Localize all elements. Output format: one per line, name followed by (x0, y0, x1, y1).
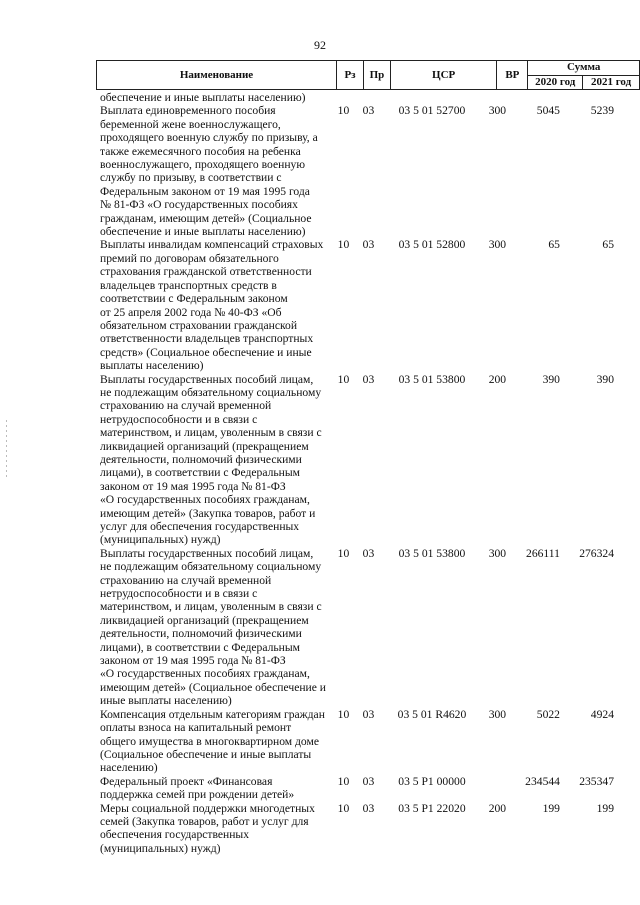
row-rz: 10 (337, 707, 350, 721)
row-rz: 10 (337, 104, 350, 118)
row-name: Выплаты государственных пособий лицам, не подлежащим обязательному социальному страхованию на случай временной нетрудоспособности и в связи с материнством, и лицам, уволенным в связи с ликвидацией организаций (прекращением деятельности, полномочий физическими лицами), в соответствии с Федеральным законом от 19 мая 1995 года № 81-ФЗ «О государственных пособиях гражданам, имеющим детей» (Социальное обеспечение и иные выплаты населению) (100, 546, 326, 708)
row-vr: 200 (488, 372, 507, 386)
row-rz: 10 (337, 546, 350, 560)
row-pr: 03 (362, 104, 375, 118)
row-pr: 03 (362, 801, 375, 815)
row-amount-2020: 266111 (526, 546, 560, 560)
row-name: Выплаты инвалидам компенсаций страховых премий по договорам обязательного страхования гражданской ответственности владельцев транспортных средств в соответствии с Федеральным законом от 25 апреля 2002 года № 40-ФЗ «Об обязательном страховании гражданской ответственности владельцев транспортных средств» (Социальное обеспечение и иные выплаты населению) (100, 238, 324, 373)
table-row (96, 547, 618, 708)
header-rz: Рз (337, 61, 364, 90)
row-amount-2020: 65 (548, 238, 560, 252)
row-amount-2021: 65 (602, 238, 614, 252)
table-header (96, 60, 640, 90)
header-sum: Сумма (528, 61, 640, 76)
table-row (96, 775, 618, 802)
header-name: Наименование (97, 61, 337, 90)
header-pr: Пр (363, 61, 390, 90)
row-vr: 300 (488, 546, 507, 560)
budget-table-body (96, 91, 618, 855)
row-amount-2020: 5022 (536, 707, 560, 721)
row-amount-2021: 390 (596, 372, 614, 386)
row-vr: 300 (488, 707, 507, 721)
row-amount-2020: 234544 (525, 774, 560, 788)
row-pr: 03 (362, 707, 375, 721)
row-amount-2021: 235347 (579, 774, 614, 788)
row-csr: 03 5 P1 22020 (398, 801, 466, 815)
row-csr: 03 5 01 52700 (398, 104, 466, 118)
header-csr: ЦСР (390, 61, 497, 90)
row-pr: 03 (362, 774, 375, 788)
row-csr: 03 5 01 53800 (398, 546, 466, 560)
row-amount-2020: 199 (542, 801, 560, 815)
row-rz: 10 (337, 238, 350, 252)
row-csr: 03 5 P1 00000 (398, 774, 466, 788)
table-row (96, 708, 618, 775)
table-row (96, 91, 618, 104)
row-vr: 300 (488, 104, 507, 118)
row-vr: 200 (488, 801, 507, 815)
row-amount-2020: 5045 (536, 104, 560, 118)
row-amount-2021: 5239 (590, 104, 614, 118)
row-amount-2021: 4924 (590, 707, 614, 721)
row-rz: 10 (337, 774, 350, 788)
scan-edge-mark (6, 420, 7, 480)
row-pr: 03 (362, 546, 375, 560)
header-vr: ВР (497, 61, 528, 90)
table-row (96, 373, 618, 547)
row-pr: 03 (362, 372, 375, 386)
row-name: Выплаты государственных пособий лицам, не подлежащим обязательному социальному страхованию на случай временной нетрудоспособности и в связи с материнством, и лицам, уволенным в связи с ликвидацией организаций (прекращением деятельности, полномочий физическими лицами), в соответствии с Федеральным законом от 19 мая 1995 года № 81-ФЗ «О государственных пособиях гражданам, имеющим детей» (Закупка товаров, работ и услуг для обеспечения государственных (муниципальных) нужд) (100, 372, 322, 547)
row-name: обеспечение и иные выплаты населению) (100, 91, 306, 104)
table-row (96, 802, 618, 856)
row-vr: 300 (488, 238, 507, 252)
row-amount-2020: 390 (542, 372, 560, 386)
row-csr: 03 5 01 53800 (398, 372, 466, 386)
row-amount-2021: 199 (596, 801, 614, 815)
table-row (96, 238, 618, 372)
row-name: Федеральный проект «Финансовая поддержка семей при рождении детей» (100, 774, 295, 802)
row-amount-2021: 276324 (579, 546, 614, 560)
row-name: Меры социальной поддержки многодетных семей (Закупка товаров, работ и услуг для обеспечения государственных (муниципальных) нужд) (100, 801, 315, 855)
row-pr: 03 (362, 238, 375, 252)
page-number: 92 (314, 38, 326, 52)
row-csr: 03 5 01 52800 (398, 238, 466, 252)
table-row (96, 104, 618, 238)
row-name: Компенсация отдельным категориям граждан оплаты взноса на капитальный ремонт общего имущества в многоквартирном доме (Социальное обеспечение и иные выплаты населению) (100, 707, 325, 775)
row-rz: 10 (337, 372, 350, 386)
row-csr: 03 5 01 R4620 (397, 707, 467, 721)
header-year-2021: 2021 год (583, 75, 640, 90)
row-name: Выплата единовременного пособия беременной жене военнослужащего, проходящего военную службу по призыву, а также ежемесячного пособия на ребенка военнослужащего, проходящего военную службу по призыву, в соответствии с Федеральным законом от 19 мая 1995 года № 81-ФЗ «О государственных пособиях гражданам, имеющим детей» (Социальное обеспечение и иные выплаты населению) (100, 104, 318, 239)
header-year-2020: 2020 год (528, 75, 583, 90)
row-rz: 10 (337, 801, 350, 815)
